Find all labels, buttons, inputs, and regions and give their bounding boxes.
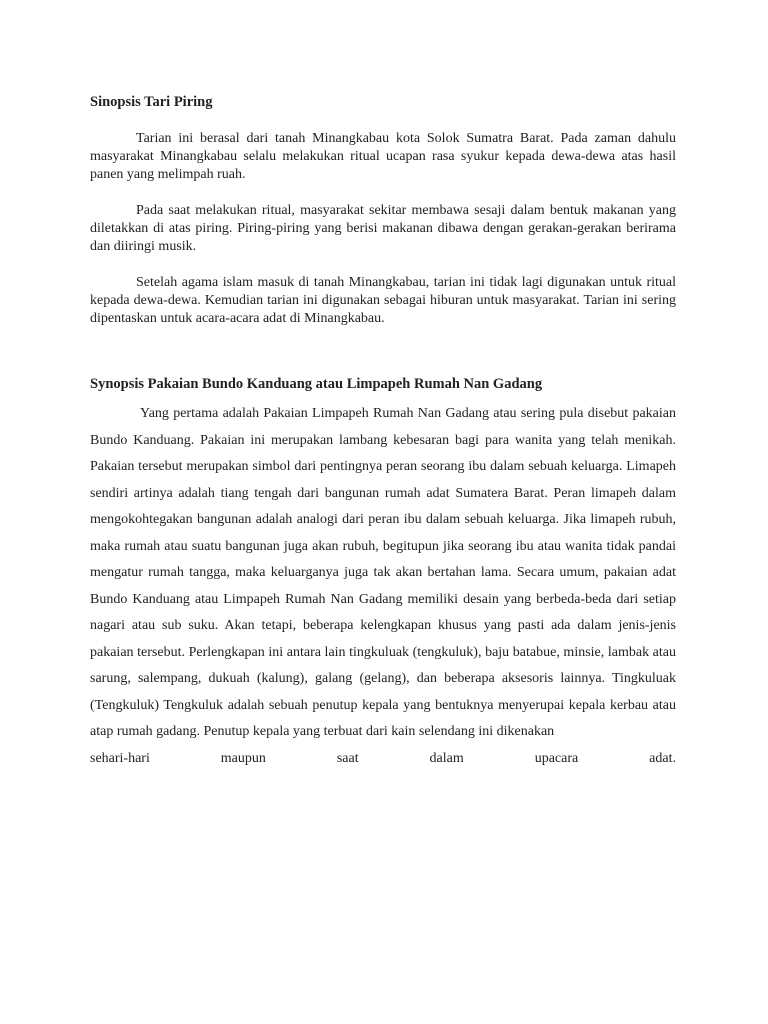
word: dalam	[429, 750, 464, 766]
word: upacara	[534, 750, 579, 766]
word: adat.	[649, 750, 676, 766]
word: saat	[336, 750, 359, 766]
section-title: Synopsis Pakaian Bundo Kanduang atau Limpapeh Rumah Nan Gadang	[90, 376, 543, 392]
word: maupun	[220, 750, 266, 766]
word: sehari-hari	[90, 750, 150, 766]
section-bundo-kanduang	[90, 376, 676, 772]
paragraph: Setelah agama islam masuk di tanah Minangkabau, tarian ini tidak lagi digunakan untuk ritual kepada dewa-dewa. Kemudian tarian ini digunakan sebagai hiburan untuk masyarakat. Tarian ini sering dipentaskan untuk acara-acara adat di Minangkabau.	[90, 275, 676, 326]
paragraph-last-line	[90, 746, 676, 773]
paragraph: Tarian ini berasal dari tanah Minangkabau kota Solok Sumatra Barat. Pada zaman dahulu masyarakat Minangkabau selalu melakukan ritual ucapan rasa syukur kepada dewa-dewa atas hasil panen yang melimpah ruah.	[90, 131, 676, 182]
paragraph: Yang pertama adalah Pakaian Limpapeh Rumah Nan Gadang atau sering pula disebut pakaian Bundo Kanduang. Pakaian ini merupakan lambang kebesaran bagi para wanita yang telah menikah. Pakaian tersebut merupakan simbol dari pentingnya peran seorang ibu dalam sebuah keluarga. Limapeh sendiri artinya adalah tiang tengah dari bangunan rumah adat Sumatera Barat. Peran limapeh dalam mengokohtegakan bangunan adalah analogi dari peran ibu dalam sebuah keluarga. Jika limapeh rubuh, maka rumah atau suatu bangunan juga akan rubuh, begitupun jika seorang ibu atau wanita tidak pandai mengatur rumah tangga, maka keluarganya juga tak akan bertahan lama. Secara umum, pakaian adat Bundo Kanduang atau Limpapeh Rumah Nan Gadang memiliki desain yang berbeda-beda dari setiap nagari atau sub suku. Akan tetapi, beberapa kelengkapan khusus yang pasti ada dalam jenis-jenis pakaian tersebut. Perlengkapan ini antara lain tingkuluak (tengkuluk), baju batabue, minsie, lambak atau sarung, salempang, dukuah (kalung), galang (gelang), dan beberapa aksesoris lainnya. Tingkuluak (Tengkuluk) Tengkuluk adalah sebuah penutup kepala yang bentuknya menyerupai kepala kerbau atau atap rumah gadang. Penutup kepala yang terbuat dari kain selendang ini dikenakan	[90, 406, 676, 739]
section-tari-piring	[90, 94, 676, 346]
section-title: Sinopsis Tari Piring	[90, 94, 213, 110]
paragraph: Pada saat melakukan ritual, masyarakat sekitar membawa sesaji dalam bentuk makanan yang diletakkan di atas piring. Piring-piring yang berisi makanan dibawa dengan gerakan-gerakan berirama dan diiringi musik.	[90, 203, 676, 254]
